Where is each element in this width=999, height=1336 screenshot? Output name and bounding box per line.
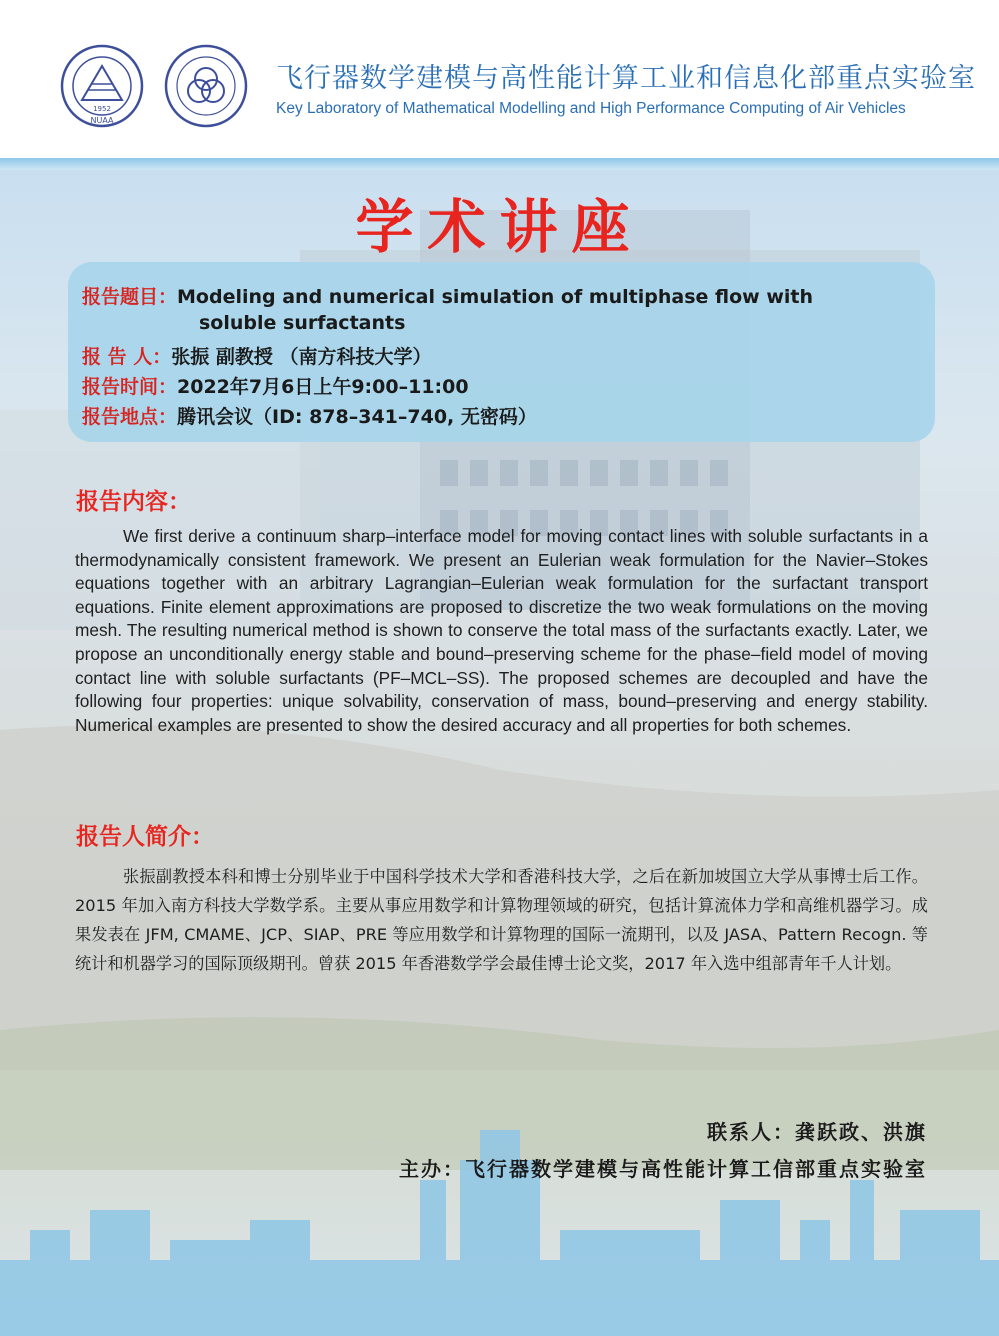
bio-text: 张振副教授本科和博士分别毕业于中国科学技术大学和香港科技大学，之后在新加坡国立大学从事博士后工作。2015 年加入南方科技大学数学系。主要从事应用数学和计算物理领域的研究，包括计算流体力学和高维机器学习。成果发表在 JFM, CMAME、JCP、SIAP、PRE 等应用数学和计算物理的国际一流期刊，以及 JASA、Pattern Recogn. 等统计和机器学习的国际顶级期刊。曾获 2015 年香港数学学会最佳博士论文奖，2017 年入选中组部青年千人计划。 xyxy=(75,867,928,973)
place-label: 报告地点： xyxy=(82,406,178,428)
bio-heading: 报告人简介： xyxy=(76,824,214,850)
poster-title: 学术讲座 xyxy=(355,193,644,261)
nuaa-logo-icon xyxy=(60,44,144,128)
time-row xyxy=(82,372,469,399)
topic-row-2 xyxy=(199,312,405,334)
place-value: 腾讯会议（ID: 878–341–740, 无密码） xyxy=(177,406,537,428)
speaker-value: 张振 副教授 （南方科技大学） xyxy=(171,346,432,368)
lab-logo-icon xyxy=(164,44,248,128)
time-value: 2022年7月6日上午9:00–11:00 xyxy=(177,376,469,398)
contact-line: 联系人：龚跃政、洪旗 xyxy=(707,1120,927,1144)
svg-text:NUAA: NUAA xyxy=(90,116,114,125)
topic-value-line2: soluble surfactants xyxy=(199,312,406,334)
lab-name-en: Key Laboratory of Mathematical Modelling and High Performance Computing of Air Vehicles xyxy=(276,100,906,117)
header xyxy=(0,0,999,160)
topic-row xyxy=(82,282,813,309)
header-divider xyxy=(0,158,999,170)
organizer-line: 主办：飞行器数学建模与高性能计算工信部重点实验室 xyxy=(399,1157,927,1181)
abstract-heading: 报告内容： xyxy=(76,489,191,515)
abstract-text: We first derive a continuum sharp–interface model for moving contact lines with soluble surfactants in a thermodynamically consistent framework. We present an Eulerian weak formulation for the Navier–Stokes equations together with an arbitrary Lagrangian–Eulerian weak formulation for the surfactant transport equations. Finite element approximations are proposed to discretize the two weak formulations on the moving mesh. The resulting numerical method is shown to conserve the total mass of the surfactants exactly. Later, we propose an unconditionally energy stable and bound–preserving scheme for the phase–field model of moving contact line with soluble surfactants (PF–MCL–SS). The proposed schemes are decoupled and have the following four properties: unique solvability, conservation of mass, bound–preserving and energy stability. Numerical examples are presented to show the desired accuracy and all properties for both schemes. xyxy=(75,526,928,735)
svg-text:1952: 1952 xyxy=(93,105,111,113)
time-label: 报告时间： xyxy=(82,376,178,398)
speaker-label: 报 告 人： xyxy=(82,346,172,368)
topic-label: 报告题目： xyxy=(82,286,178,308)
speaker-row xyxy=(82,342,431,369)
place-row xyxy=(82,402,537,429)
topic-value-line1: Modeling and numerical simulation of multiphase flow with xyxy=(177,286,813,308)
lab-name-cn: 飞行器数学建模与高性能计算工业和信息化部重点实验室 xyxy=(276,63,976,94)
